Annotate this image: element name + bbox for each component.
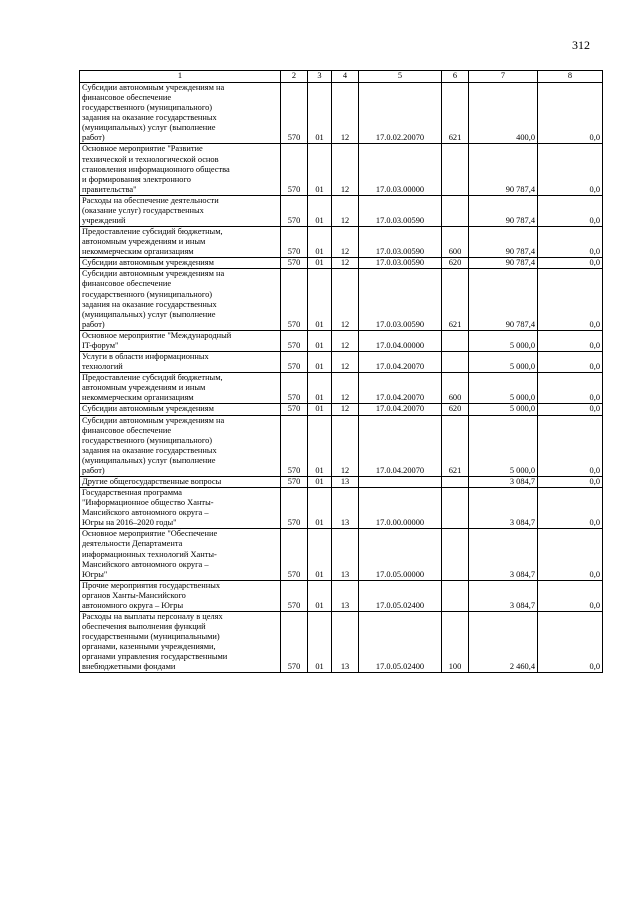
section-cell: 01	[308, 227, 332, 258]
amount-cell: 0,0	[538, 404, 603, 415]
table-row	[80, 258, 603, 269]
row-name-cell: Субсидии автономным учреждениям на финансовое обеспечение государственного (муниципального) задания на оказание государственных (муниципальных) услуг (выполнение работ)	[80, 415, 281, 476]
column-header: 4	[332, 71, 359, 83]
amount-cell: 0,0	[538, 373, 603, 404]
expense-type-cell	[442, 195, 469, 226]
admin-code-cell: 570	[281, 580, 308, 611]
admin-code-cell: 570	[281, 415, 308, 476]
table-row	[80, 415, 603, 476]
row-name-cell: Субсидии автономным учреждениям	[80, 404, 281, 415]
expense-type-cell	[442, 476, 469, 487]
target-article-cell: 17.0.05.02400	[359, 580, 442, 611]
table-row	[80, 476, 603, 487]
expense-type-cell: 600	[442, 227, 469, 258]
target-article-cell: 17.0.03.00000	[359, 144, 442, 195]
budget-table	[79, 70, 603, 673]
row-name-cell: Основное мероприятие "Развитие технической и технологической основ становления информационного общества и формирования электронного правительства"	[80, 144, 281, 195]
row-name-cell: Государственная программа "Информационное общество Ханты- Мансийского автономного округа – Югры на 2016–2020 годы"	[80, 488, 281, 529]
amount-cell: 2 460,4	[469, 611, 538, 672]
expense-type-cell: 100	[442, 611, 469, 672]
target-article-cell: 17.0.03.00590	[359, 258, 442, 269]
table-row	[80, 529, 603, 580]
amount-cell: 0,0	[538, 580, 603, 611]
amount-cell: 5 000,0	[469, 330, 538, 351]
table-row	[80, 83, 603, 144]
target-article-cell: 17.0.04.20070	[359, 415, 442, 476]
expense-type-cell	[442, 352, 469, 373]
amount-cell: 0,0	[538, 83, 603, 144]
amount-cell: 90 787,4	[469, 195, 538, 226]
subsection-cell: 12	[332, 195, 359, 226]
subsection-cell: 12	[332, 415, 359, 476]
amount-cell: 0,0	[538, 330, 603, 351]
section-cell: 01	[308, 195, 332, 226]
table-row	[80, 611, 603, 672]
admin-code-cell: 570	[281, 195, 308, 226]
subsection-cell: 12	[332, 352, 359, 373]
section-cell: 01	[308, 404, 332, 415]
subsection-cell: 13	[332, 611, 359, 672]
subsection-cell: 12	[332, 83, 359, 144]
admin-code-cell: 570	[281, 258, 308, 269]
amount-cell: 5 000,0	[469, 404, 538, 415]
subsection-cell: 12	[332, 144, 359, 195]
amount-cell: 0,0	[538, 476, 603, 487]
subsection-cell: 13	[332, 580, 359, 611]
amount-cell: 5 000,0	[469, 373, 538, 404]
target-article-cell: 17.0.03.00590	[359, 195, 442, 226]
table-row	[80, 227, 603, 258]
section-cell: 01	[308, 83, 332, 144]
amount-cell: 0,0	[538, 227, 603, 258]
section-cell: 01	[308, 373, 332, 404]
amount-cell: 90 787,4	[469, 227, 538, 258]
section-cell: 01	[308, 415, 332, 476]
row-name-cell: Субсидии автономным учреждениям на финансовое обеспечение государственного (муниципального) задания на оказание государственных (муниципальных) услуг (выполнение работ)	[80, 83, 281, 144]
target-article-cell	[359, 476, 442, 487]
target-article-cell: 17.0.04.20070	[359, 373, 442, 404]
target-article-cell: 17.0.03.00590	[359, 269, 442, 330]
amount-cell: 3 084,7	[469, 529, 538, 580]
section-cell: 01	[308, 488, 332, 529]
amount-cell: 0,0	[538, 415, 603, 476]
expense-type-cell	[442, 330, 469, 351]
table-row	[80, 330, 603, 351]
target-article-cell: 17.0.02.20070	[359, 83, 442, 144]
expense-type-cell: 621	[442, 269, 469, 330]
column-header: 1	[80, 71, 281, 83]
subsection-cell: 12	[332, 227, 359, 258]
row-name-cell: Предоставление субсидий бюджетным, автономным учреждениям и иным некоммерческим организациям	[80, 373, 281, 404]
target-article-cell: 17.0.04.20070	[359, 404, 442, 415]
expense-type-cell: 620	[442, 404, 469, 415]
expense-type-cell: 621	[442, 83, 469, 144]
section-cell: 01	[308, 269, 332, 330]
target-article-cell: 17.0.05.00000	[359, 529, 442, 580]
section-cell: 01	[308, 352, 332, 373]
expense-type-cell	[442, 529, 469, 580]
admin-code-cell: 570	[281, 227, 308, 258]
admin-code-cell: 570	[281, 488, 308, 529]
section-cell: 01	[308, 580, 332, 611]
subsection-cell: 12	[332, 373, 359, 404]
expense-type-cell	[442, 144, 469, 195]
table-row	[80, 195, 603, 226]
admin-code-cell: 570	[281, 144, 308, 195]
table-row	[80, 404, 603, 415]
admin-code-cell: 570	[281, 529, 308, 580]
table-row	[80, 144, 603, 195]
amount-cell: 0,0	[538, 352, 603, 373]
column-header: 8	[538, 71, 603, 83]
section-cell: 01	[308, 476, 332, 487]
column-header: 2	[281, 71, 308, 83]
amount-cell: 0,0	[538, 258, 603, 269]
row-name-cell: Субсидии автономным учреждениям на финансовое обеспечение государственного (муниципального) задания на оказание государственных (муниципальных) услуг (выполнение работ)	[80, 269, 281, 330]
target-article-cell: 17.0.00.00000	[359, 488, 442, 529]
admin-code-cell: 570	[281, 83, 308, 144]
admin-code-cell: 570	[281, 476, 308, 487]
subsection-cell: 12	[332, 258, 359, 269]
section-cell: 01	[308, 144, 332, 195]
amount-cell: 0,0	[538, 529, 603, 580]
row-name-cell: Другие общегосударственные вопросы	[80, 476, 281, 487]
row-name-cell: Прочие мероприятия государственных органов Ханты-Мансийского автономного округа – Югры	[80, 580, 281, 611]
amount-cell: 0,0	[538, 195, 603, 226]
subsection-cell: 13	[332, 488, 359, 529]
amount-cell: 0,0	[538, 269, 603, 330]
amount-cell: 90 787,4	[469, 269, 538, 330]
admin-code-cell: 570	[281, 330, 308, 351]
row-name-cell: Основное мероприятие "Обеспечение деятельности Департамента информационных технологий Ханты- Мансийского автономного округа – Югры"	[80, 529, 281, 580]
admin-code-cell: 570	[281, 373, 308, 404]
subsection-cell: 12	[332, 269, 359, 330]
table-row	[80, 580, 603, 611]
row-name-cell: Расходы на обеспечение деятельности (оказание услуг) государственных учреждений	[80, 195, 281, 226]
section-cell: 01	[308, 529, 332, 580]
amount-cell: 3 084,7	[469, 476, 538, 487]
amount-cell: 0,0	[538, 488, 603, 529]
amount-cell: 5 000,0	[469, 415, 538, 476]
row-name-cell: Предоставление субсидий бюджетным, автономным учреждениям и иным некоммерческим организациям	[80, 227, 281, 258]
amount-cell: 400,0	[469, 83, 538, 144]
amount-cell: 90 787,4	[469, 258, 538, 269]
target-article-cell: 17.0.04.00000	[359, 330, 442, 351]
subsection-cell: 12	[332, 404, 359, 415]
amount-cell: 3 084,7	[469, 488, 538, 529]
amount-cell: 0,0	[538, 144, 603, 195]
row-name-cell: Субсидии автономным учреждениям	[80, 258, 281, 269]
section-cell: 01	[308, 258, 332, 269]
admin-code-cell: 570	[281, 352, 308, 373]
page-number: 312	[572, 38, 590, 52]
row-name-cell: Расходы на выплаты персоналу в целях обеспечения выполнения функций государственными (муниципальными) органами, казенными учреждениями, органами управления государственными внебюджетными фондами	[80, 611, 281, 672]
column-header: 7	[469, 71, 538, 83]
admin-code-cell: 570	[281, 611, 308, 672]
target-article-cell: 17.0.05.02400	[359, 611, 442, 672]
amount-cell: 5 000,0	[469, 352, 538, 373]
amount-cell: 3 084,7	[469, 580, 538, 611]
table-row	[80, 269, 603, 330]
admin-code-cell: 570	[281, 404, 308, 415]
admin-code-cell: 570	[281, 269, 308, 330]
subsection-cell: 13	[332, 529, 359, 580]
table-row	[80, 352, 603, 373]
expense-type-cell: 600	[442, 373, 469, 404]
table-row	[80, 488, 603, 529]
table-row	[80, 373, 603, 404]
column-header: 3	[308, 71, 332, 83]
target-article-cell: 17.0.04.20070	[359, 352, 442, 373]
amount-cell: 90 787,4	[469, 144, 538, 195]
expense-type-cell	[442, 580, 469, 611]
target-article-cell: 17.0.03.00590	[359, 227, 442, 258]
row-name-cell: Основное мероприятие "Международный IT-форум"	[80, 330, 281, 351]
table-header-row	[80, 71, 603, 83]
subsection-cell: 13	[332, 476, 359, 487]
row-name-cell: Услуги в области информационных технологий	[80, 352, 281, 373]
expense-type-cell: 621	[442, 415, 469, 476]
expense-type-cell: 620	[442, 258, 469, 269]
column-header: 5	[359, 71, 442, 83]
section-cell: 01	[308, 611, 332, 672]
amount-cell: 0,0	[538, 611, 603, 672]
subsection-cell: 12	[332, 330, 359, 351]
section-cell: 01	[308, 330, 332, 351]
column-header: 6	[442, 71, 469, 83]
expense-type-cell	[442, 488, 469, 529]
